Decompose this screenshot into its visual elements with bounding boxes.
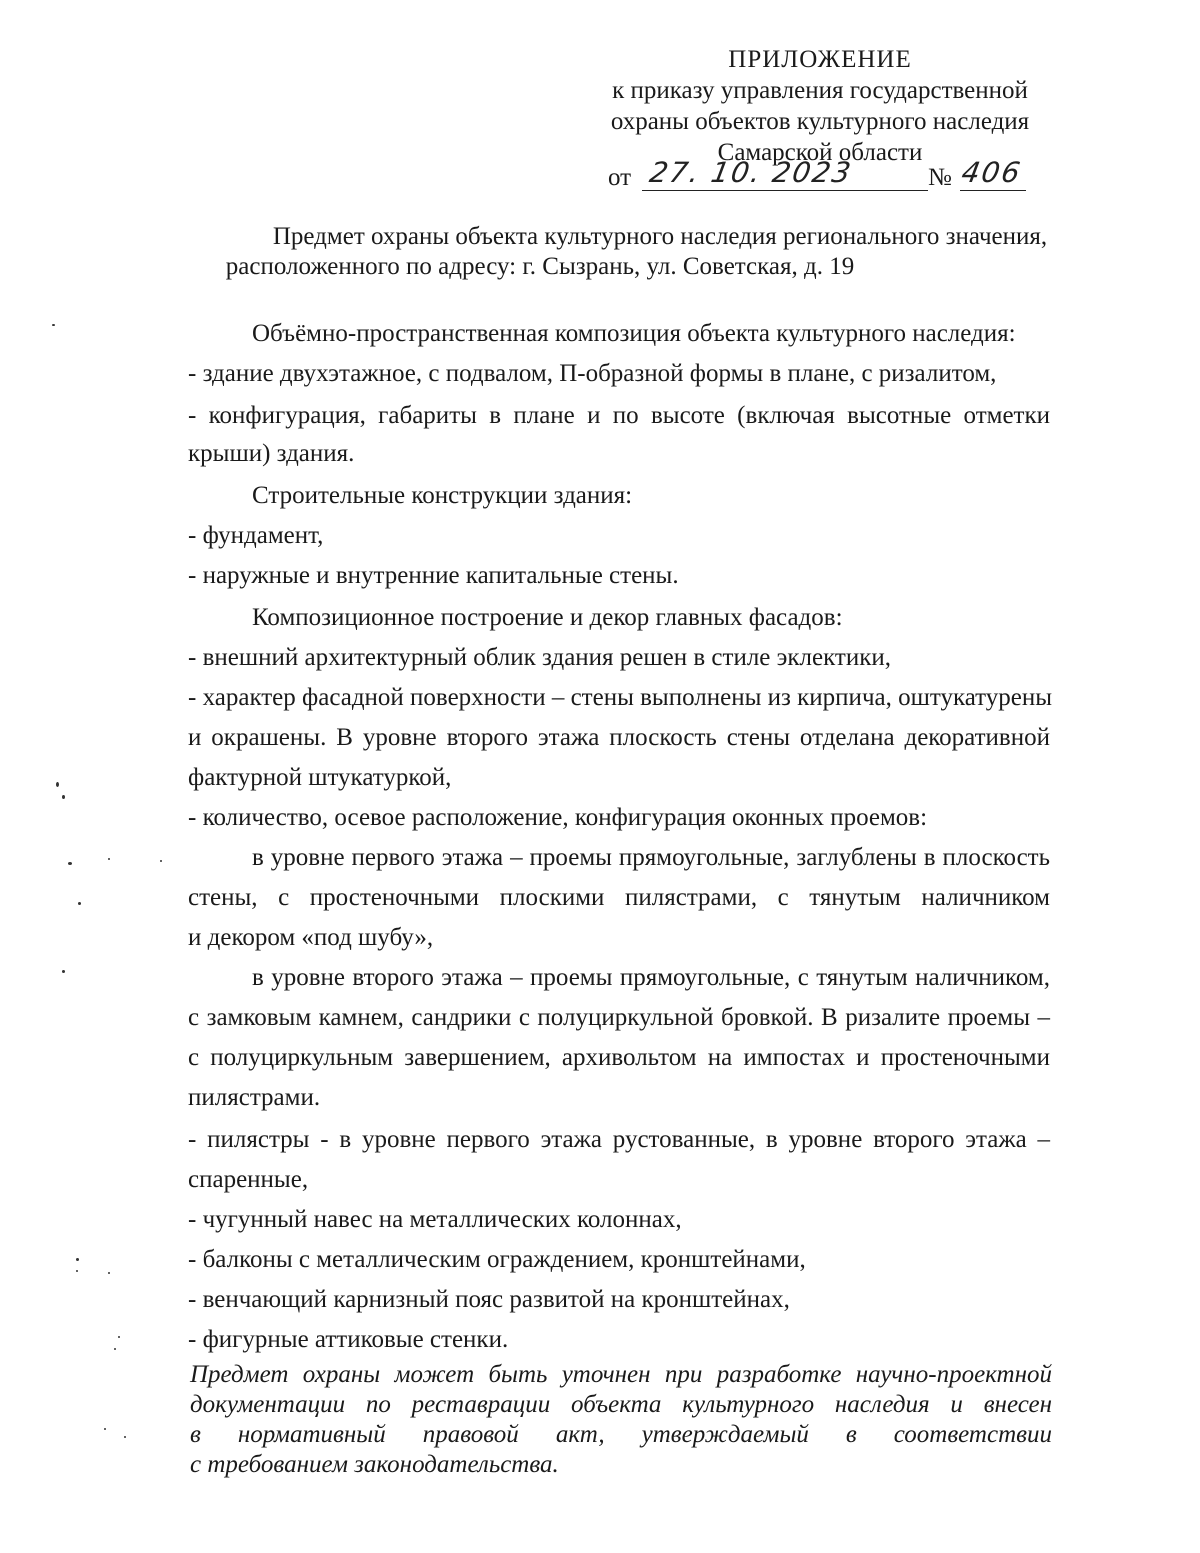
title-line-1: Предмет охраны объекта культурного наследия регионального значения, (272, 223, 1048, 250)
scan-speck (62, 795, 65, 799)
number-prefix: № (928, 164, 952, 191)
body-line: фактурной штукатуркой, (188, 764, 452, 791)
date-field (642, 156, 928, 191)
body-line: крыши) здания. (188, 440, 355, 467)
annex-line-1: к приказу управления государственной (612, 77, 1028, 104)
number-field (959, 156, 1026, 191)
title-line-2: расположенного по адресу: г. Сызрань, ул. Советская, д. 19 (225, 253, 855, 280)
body-line: с полуциркульным завершением, архивольтом на импостах и простеночными (188, 1044, 1050, 1071)
body-line: - венчающий карнизный пояс развитой на кронштейнах, (188, 1286, 790, 1313)
body-line: и окрашены. В уровне второго этажа плоскость стены отделана декоративной (188, 724, 1050, 751)
body-line: - фигурные аттиковые стенки. (188, 1326, 509, 1353)
body-line: - здание двухэтажное, с подвалом, П-образной формы в плане, с ризалитом, (188, 360, 997, 387)
annex-title: ПРИЛОЖЕНИЕ (728, 46, 912, 73)
body-line: - наружные и внутренние капитальные стены. (188, 562, 679, 589)
body-line: - пилястры - в уровне первого этажа рустованные, в уровне второго этажа – (188, 1126, 1050, 1153)
body-line: и декором «под шубу», (188, 924, 434, 951)
body-line: пилястрами. (188, 1084, 321, 1111)
italic-note (190, 1360, 1052, 1480)
date-prefix: от (608, 164, 632, 191)
scan-speck (114, 1348, 116, 1350)
scan-speck (108, 1272, 110, 1274)
note-line-4: с требованием законодательства. (190, 1451, 559, 1478)
body-line: - балконы с металлическим ограждением, кронштейнами, (188, 1246, 806, 1273)
scan-speck (124, 1436, 126, 1438)
scan-speck (78, 902, 81, 905)
scan-speck (76, 1258, 79, 1261)
document-title (160, 222, 1160, 282)
scan-speck (104, 1428, 106, 1430)
body-line: в уровне второго этажа – проемы прямоугольные, с тянутым наличником, (252, 964, 1050, 991)
note-line-3: в нормативный правовой акт, утверждаемый в соответствии (190, 1421, 1052, 1448)
section-heading-structures: Строительные конструкции здания: (252, 482, 633, 509)
body-line: с замковым камнем, сандрики с полуциркульной бровкой. В ризалите проемы – (188, 1004, 1050, 1031)
body-line: - характер фасадной поверхности – стены выполнены из кирпича, оштукатурены (188, 684, 1053, 711)
body-line: в уровне первого этажа – проемы прямоугольные, заглублены в плоскость (252, 844, 1050, 871)
scan-speck (118, 1336, 120, 1338)
annex-line-2: охраны объектов культурного наследия (610, 108, 1030, 135)
scan-speck (52, 324, 55, 326)
body-line: - внешний архитектурный облик здания решен в стиле эклектики, (188, 644, 891, 671)
scan-speck (68, 862, 72, 865)
body-line: - чугунный навес на металлических колоннах, (188, 1206, 682, 1233)
annex-line-3: Самарской области (717, 139, 923, 166)
body-line: спаренные, (188, 1166, 309, 1193)
note-line-2: документации по реставрации объекта культурного наследия и внесен (190, 1391, 1052, 1418)
handwritten-date: 27. 10. 2023 (647, 156, 856, 189)
body-line: стены, с простеночными плоскими пилястрами, с тянутым наличником (188, 884, 1050, 911)
section-heading-volume: Объёмно-пространственная композиция объекта культурного наследия: (252, 320, 1016, 347)
body-line: - конфигурация, габариты в плане и по высоте (включая высотные отметки (188, 402, 1050, 429)
scan-speck (62, 970, 65, 973)
scan-speck (160, 860, 162, 862)
scan-speck (108, 858, 110, 860)
scan-speck (76, 1270, 78, 1272)
note-line-1: Предмет охраны может быть уточнен при разработке научно-проектной (190, 1361, 1052, 1388)
body-line: - количество, осевое расположение, конфигурация оконных проемов: (188, 804, 928, 831)
scan-speck (56, 782, 59, 787)
order-date-number-line (608, 156, 1038, 194)
annex-header (590, 44, 1050, 168)
section-heading-facades: Композиционное построение и декор главных фасадов: (252, 604, 843, 631)
handwritten-number: 406 (959, 156, 1025, 189)
body-line: - фундамент, (188, 522, 324, 549)
